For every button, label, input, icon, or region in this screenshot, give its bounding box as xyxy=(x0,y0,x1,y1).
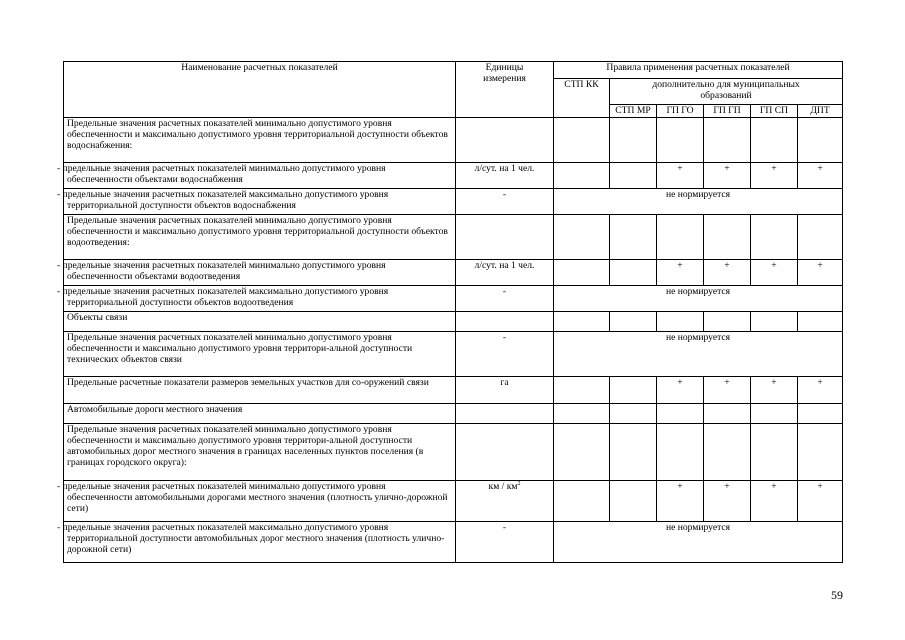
mark-cell: + xyxy=(751,481,798,522)
section-title: Автомобильные дороги местного значения xyxy=(64,404,456,424)
row-unit xyxy=(456,481,554,522)
row-name: Предельные расчетные показатели размеров земельных участков для со-оружений связи xyxy=(64,377,456,404)
table-row xyxy=(64,286,843,312)
row-unit: га xyxy=(456,377,554,404)
mark-cell: + xyxy=(704,260,751,286)
row-unit: - xyxy=(456,286,554,312)
mark-cell: + xyxy=(657,260,704,286)
header-sub-col: ГП СП xyxy=(751,105,798,118)
mark-cell xyxy=(610,377,657,404)
row-name: Предельные значения расчетных показателей минимально допустимого уровня обеспеченности и максимально допустимого уровня территориальной доступности объектов водоотведения: xyxy=(64,215,456,260)
row-unit: л/сут. на 1 чел. xyxy=(456,163,554,189)
mark-cell: + xyxy=(798,260,843,286)
not-normed-cell: не нормируется xyxy=(554,332,843,377)
row-unit: - xyxy=(456,332,554,377)
section-row xyxy=(64,312,843,332)
header-sub-col: СТП МР xyxy=(610,105,657,118)
mark-cell: + xyxy=(798,377,843,404)
unit-superscript: 2 xyxy=(517,480,521,487)
mark-cell xyxy=(554,163,610,189)
mark-cell: + xyxy=(751,377,798,404)
row-name: - предельные значения расчетных показателей максимально допустимого уровня территориальной доступности объектов водоотведения xyxy=(64,286,456,312)
row-name: - предельные значения расчетных показателей минимально допустимого уровня обеспеченности автомобильными дорогами местного значения (плотность улично-дорожной сети) xyxy=(64,481,456,522)
header-stp-kk: СТП КК xyxy=(554,79,610,118)
mark-cell: + xyxy=(657,481,704,522)
table-row xyxy=(64,424,843,481)
page-number: 59 xyxy=(831,588,843,602)
header-additional: дополнительно для муниципальных образований xyxy=(610,79,843,105)
row-unit: - xyxy=(456,522,554,563)
row-name: Предельные значения расчетных показателей минимально допустимого уровня обеспеченности и максимально допустимого уровня территори-альной доступности технических объектов связи xyxy=(64,332,456,377)
header-units: Единицы измерения xyxy=(456,62,554,118)
row-name: Предельные значения расчетных показателей минимально допустимого уровня обеспеченности и максимально допустимого уровня территориальной доступности объектов водоснабжения: xyxy=(64,118,456,163)
mark-cell: + xyxy=(657,377,704,404)
mark-cell: + xyxy=(798,481,843,522)
not-normed-cell: не нормируется xyxy=(554,522,843,563)
mark-cell xyxy=(554,260,610,286)
table-row xyxy=(64,189,843,215)
table-row xyxy=(64,118,843,163)
table-row xyxy=(64,215,843,260)
table-row xyxy=(64,260,843,286)
header-sub-col: ГП ГО xyxy=(657,105,704,118)
mark-cell: + xyxy=(657,163,704,189)
section-row xyxy=(64,404,843,424)
mark-cell xyxy=(610,163,657,189)
mark-cell xyxy=(554,481,610,522)
header-name: Наименование расчетных показателей xyxy=(64,62,456,118)
unit-text: км / км xyxy=(488,481,518,492)
table-row xyxy=(64,332,843,377)
mark-cell xyxy=(610,481,657,522)
mark-cell: + xyxy=(798,163,843,189)
mark-cell: + xyxy=(704,481,751,522)
row-unit: - xyxy=(456,189,554,215)
table-row xyxy=(64,163,843,189)
mark-cell: + xyxy=(751,163,798,189)
mark-cell: + xyxy=(704,163,751,189)
row-name: - предельные значения расчетных показателей минимально допустимого уровня обеспеченности объектами водоотведения xyxy=(64,260,456,286)
mark-cell xyxy=(610,260,657,286)
row-name: - предельные значения расчетных показателей минимально допустимого уровня обеспеченности объектами водоснабжения xyxy=(64,163,456,189)
mark-cell xyxy=(554,377,610,404)
header-sub-col: ГП ГП xyxy=(704,105,751,118)
not-normed-cell: не нормируется xyxy=(554,286,843,312)
section-title: Объекты связи xyxy=(64,312,456,332)
mark-cell: + xyxy=(704,377,751,404)
mark-cell: + xyxy=(751,260,798,286)
header-rules: Правила применения расчетных показателей xyxy=(554,62,843,79)
table-row xyxy=(64,522,843,563)
table-row xyxy=(64,377,843,404)
header-sub-col: ДПТ xyxy=(798,105,843,118)
indicators-table xyxy=(57,61,843,563)
not-normed-cell: не нормируется xyxy=(554,189,843,215)
row-name: - предельные значения расчетных показателей максимально допустимого уровня территориальной доступности объектов водоснабжения xyxy=(64,189,456,215)
row-name: - предельные значения расчетных показателей максимально допустимого уровня территориальной доступности автомобильных дорог местного значения (плотность улично-дорожной сети) xyxy=(64,522,456,563)
row-unit: л/сут. на 1 чел. xyxy=(456,260,554,286)
row-name: Предельные значения расчетных показателей минимально допустимого уровня обеспеченности и максимально допустимого уровня территори-альной доступности автомобильных дорог местного значения в границах населенных пунктов поселения (в границах городского округа): xyxy=(64,424,456,481)
table-row xyxy=(64,481,843,522)
